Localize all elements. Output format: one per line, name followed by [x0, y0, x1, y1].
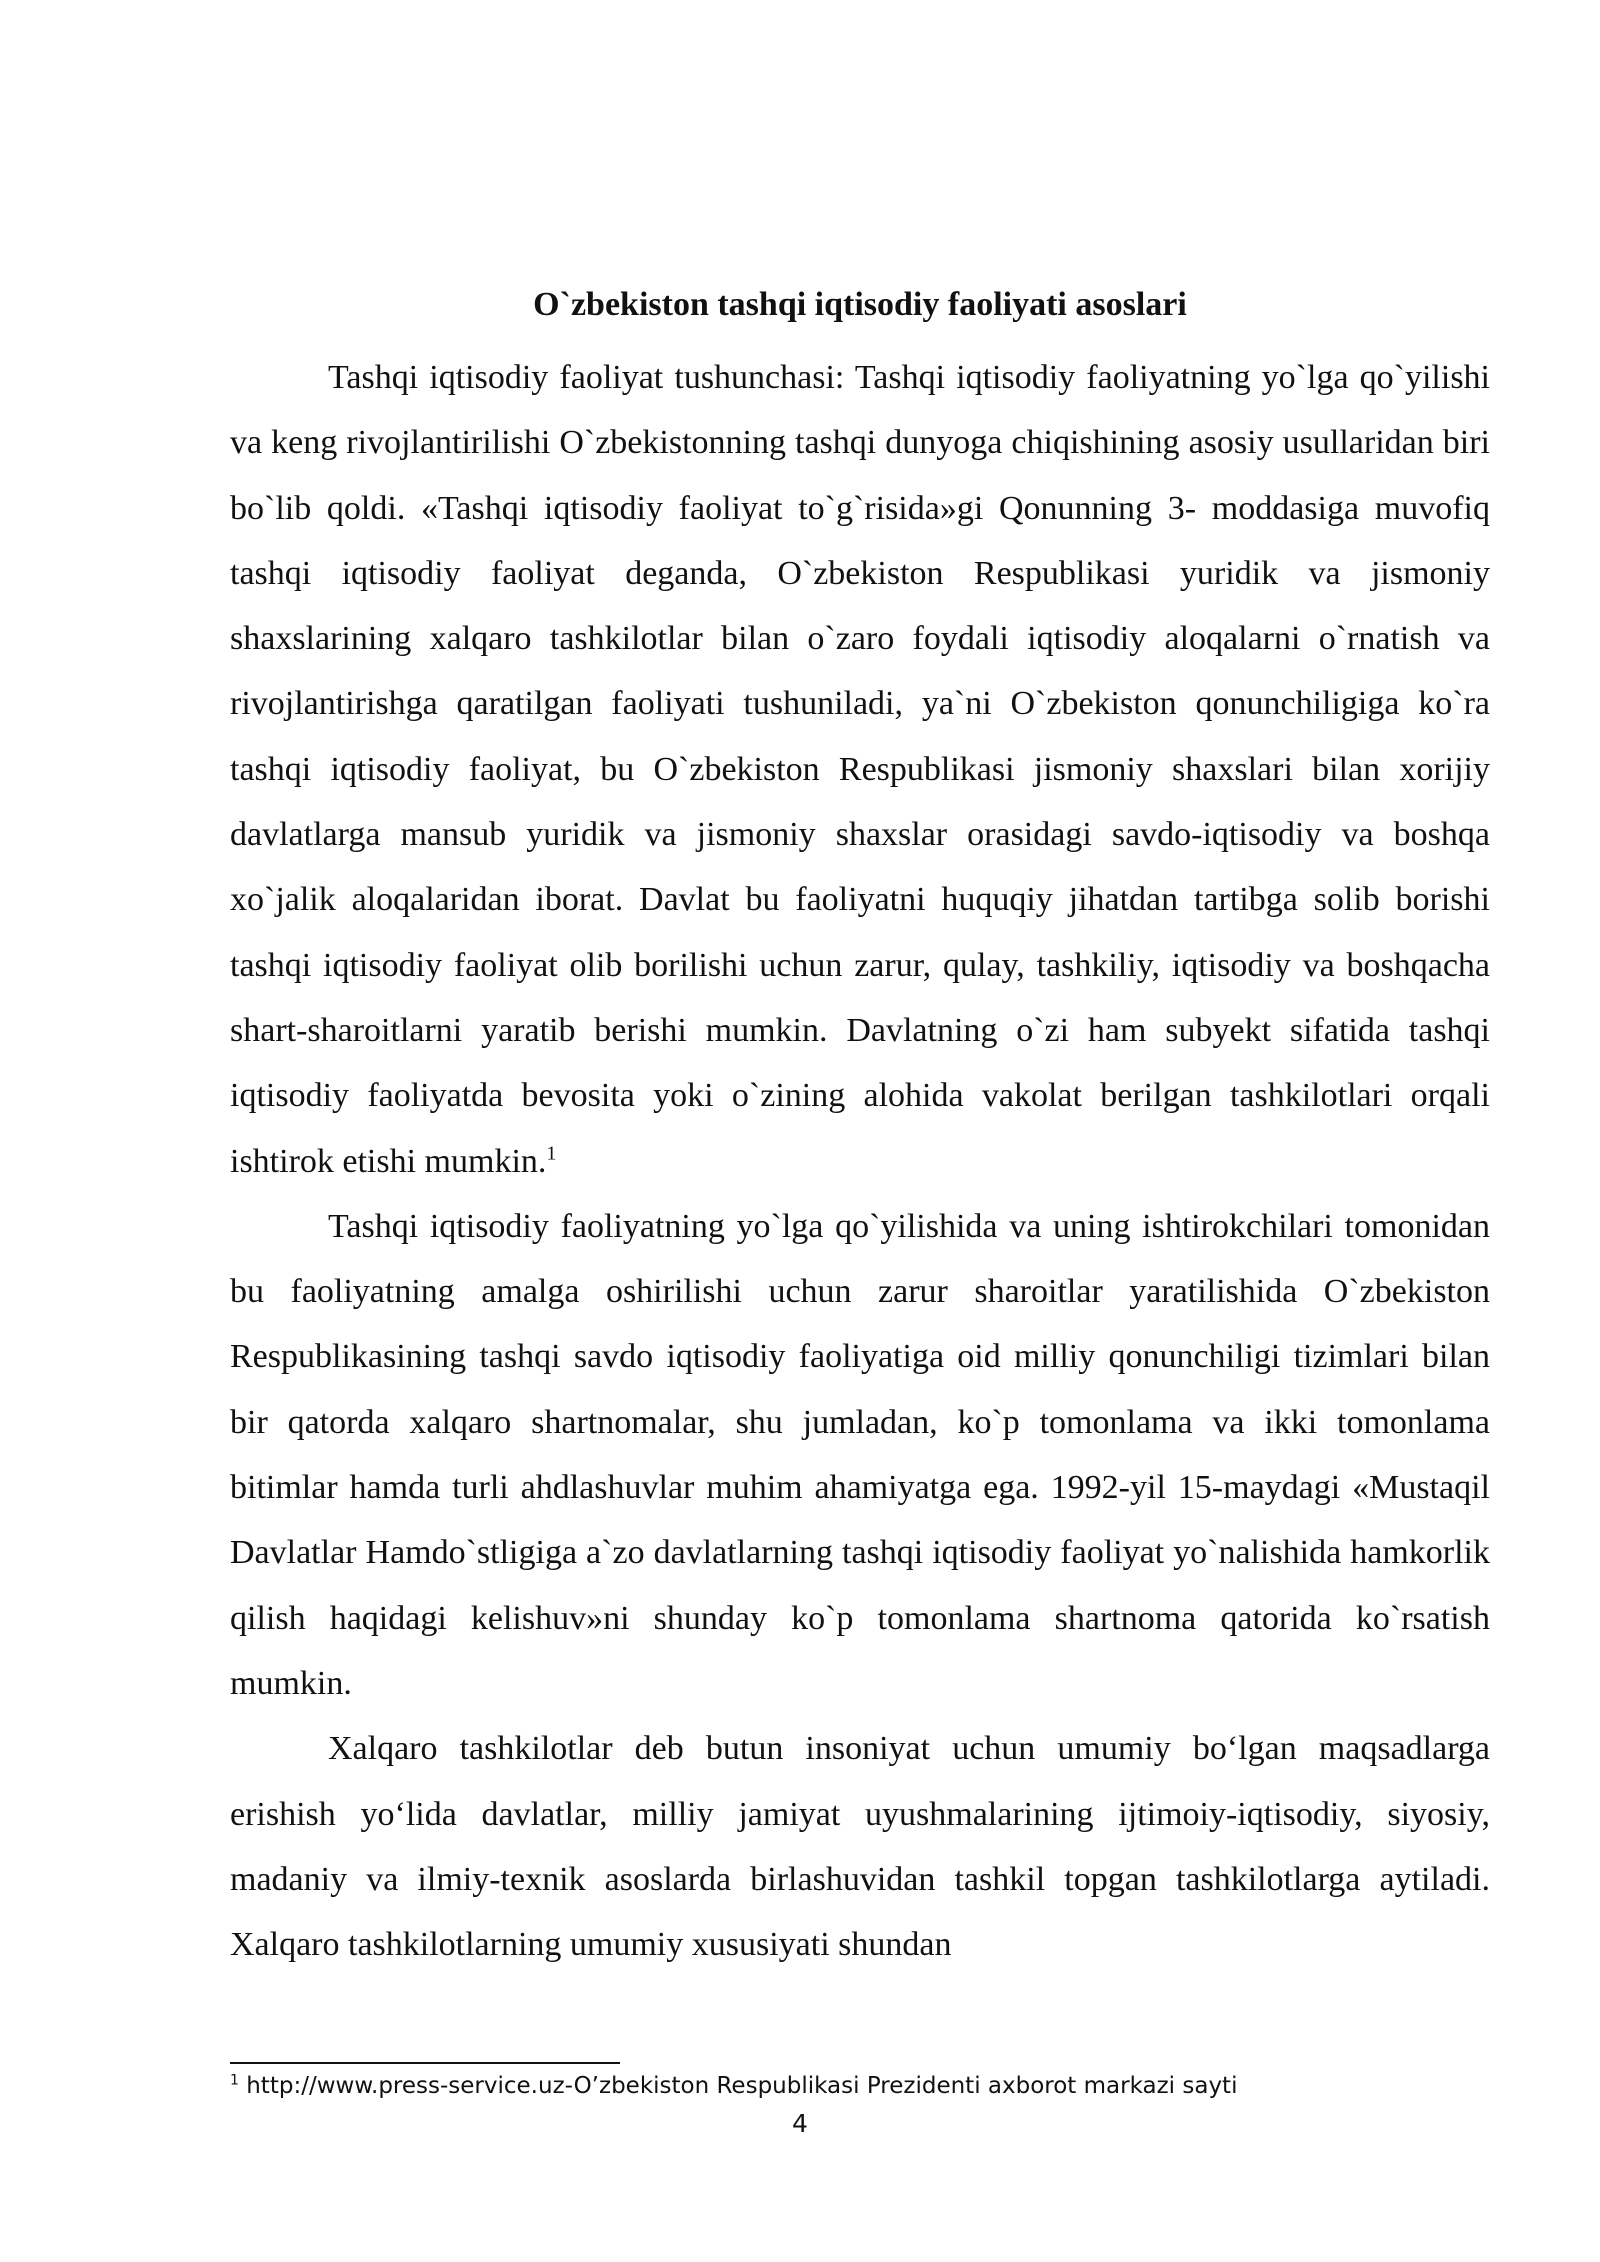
- footnote-reference[interactable]: 1: [546, 1142, 557, 1165]
- footnote-text: http://www.press-service.uz-O’zbekiston Respublikasi Prezidenti axborot markazi sayti: [246, 2073, 1238, 2099]
- body-text: [230, 345, 1490, 1977]
- footnote: [230, 2070, 1490, 2102]
- footnote-marker: 1: [230, 2072, 239, 2089]
- document-title: O`zbekiston tashqi iqtisodiy faoliyati asoslari: [533, 286, 1187, 323]
- paragraph-1: [230, 345, 1490, 1194]
- paragraph-1-text: Tashqi iqtisodiy faoliyat tushunchasi: Tashqi iqtisodiy faoliyatning yo`lga qo`yilishi va keng rivojlantirilishi O`zbekistonning tashqi dunyoga chiqishining asosiy usullaridan biri bo`lib qoldi. «Tashqi iqtisodiy faoliyat to`g`risida»gi Qonunning 3- moddasiga muvofiq tashqi iqtisodiy faoliyat deganda, O`zbekiston Respublikasi yuridik va jismoniy shaxslarining xalqaro tashkilotlar bilan o`zaro foydali iqtisodiy aloqalarni o`rnatish va rivojlantirishga qaratilgan faoliyati tushuniladi, ya`ni O`zbekiston qonunchiligiga ko`ra tashqi iqtisodiy faoliyat, bu O`zbekiston Respublikasi jismoniy shaxslari bilan xorijiy davlatlarga mansub yuridik va jismoniy shaxslar orasidagi savdo-iqtisodiy va boshqa xo`jalik aloqalaridan iborat. Davlat bu faoliyatni huquqiy jihatdan tartibga solib borishi tashqi iqtisodiy faoliyat olib borilishi uchun zarur, qulay, tashkiliy, iqtisodiy va boshqacha shart-sharoitlarni yaratib berishi mumkin. Davlatning o`zi ham subyekt sifatida tashqi iqtisodiy faoliyatda bevosita yoki o`zining alohida vakolat berilgan tashkilotlari orqali ishtirok etishi mumkin.: [230, 359, 1490, 1180]
- footnote-separator: [230, 2062, 620, 2064]
- paragraph-2: Tashqi iqtisodiy faoliyatning yo`lga qo`yilishida va uning ishtirokchilari tomonidan bu faoliyatning amalga oshirilishi uchun zarur sharoitlar yaratilishida O`zbekiston Respublikasining tashqi savdo iqtisodiy faoliyatiga oid milliy qonunchiligi tizimlari bilan bir qatorda xalqaro shartnomalar, shu jumladan, ko`p tomonlama va ikki tomonlama bitimlar hamda turli ahdlashuvlar muhim ahamiyatga ega. 1992-yil 15-maydagi «Mustaqil Davlatlar Hamdo`stligiga a`zo davlatlarning tashqi iqtisodiy faoliyat yo`nalishida hamkorlik qilish haqidagi kelishuv»ni shunday ko`p tomonlama shartnoma qatorida ko`rsatish mumkin.: [230, 1207, 1490, 1702]
- page-number: 4: [792, 2109, 808, 2138]
- paragraph-3: Xalqaro tashkilotlar deb butun insoniyat uchun umumiy bo‘lgan maqsadlarga erishish yo‘lida davlatlar, milliy jamiyat uyushmalarining ijtimoiy-iqtisodiy, siyosiy, madaniy va ilmiy-texnik asoslarda birlashuvidan tashkil topgan tashkilotlarga aytiladi. Xalqaro tashkilotlarning umumiy xususiyati shundan: [230, 1730, 1490, 1964]
